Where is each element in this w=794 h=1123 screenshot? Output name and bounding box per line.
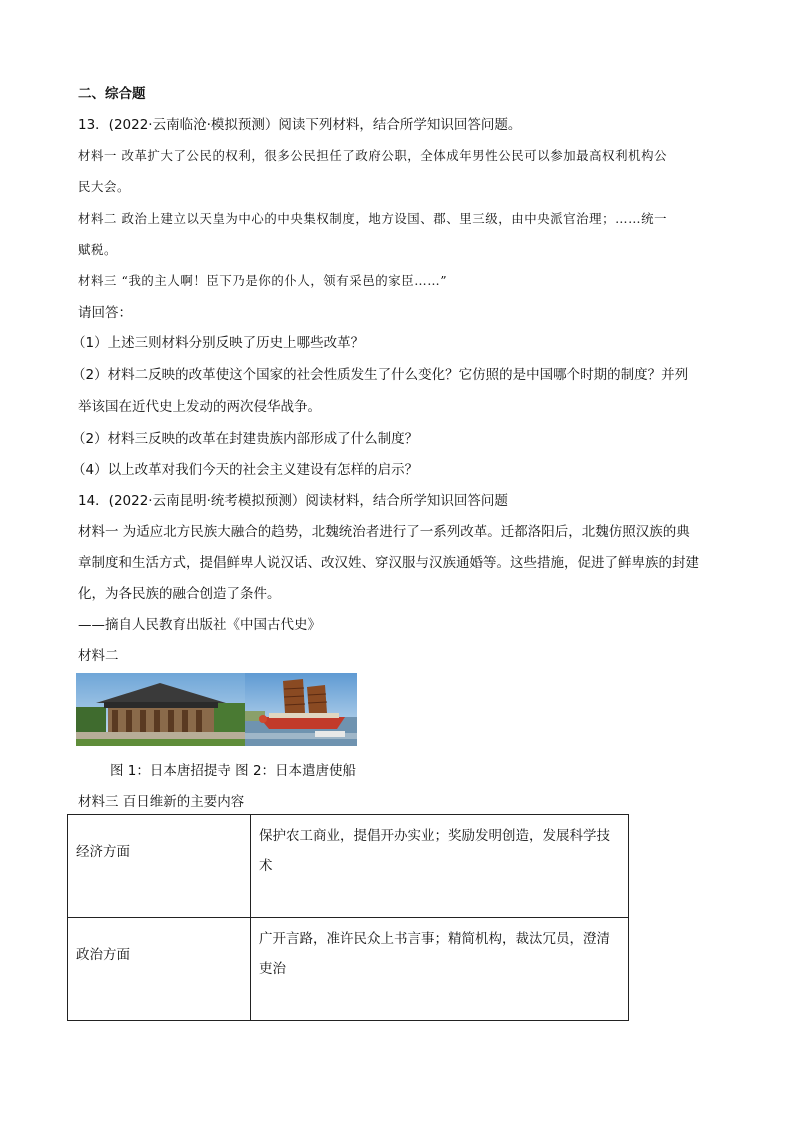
section-title: 二、综合题 [78,86,146,102]
table-row [68,918,629,1021]
table-row [68,815,629,918]
q13-sub2-line1: （2）材料二反映的改革使这个国家的社会性质发生了什么变化？它仿照的是中国哪个时期的制度？并列 [72,367,689,383]
q13-sub4: （4）以上改革对我们今天的社会主义建设有怎样的启示？ [72,462,419,478]
q13-sub2-line2: 举该国在近代史上发动的两次侵华战争。 [78,399,321,415]
q13-material3: 材料三 “我的主人啊！臣下乃是你的仆人，领有采邑的家臣……” [78,273,448,288]
q14-material3-label: 材料三 百日维新的主要内容 [78,794,245,810]
table-cell-label [68,815,251,918]
table-cell-content [251,918,629,1021]
q13-material1-line1: 材料一 改革扩大了公民的权利，很多公民担任了政府公职，全体成年男性公民可以参加最高权利机构公 [78,148,668,163]
q14-source: ——摘自人民教育出版社《中国古代史》 [78,617,321,633]
temple-photo [76,673,245,746]
q14-stem: 14．(2022·云南昆明·统考模拟预测）阅读材料，结合所学知识回答问题 [78,493,508,509]
ship-photo [245,673,357,746]
row1-line1: 保护农工商业，提倡开办实业；奖励发明创造，发展科学技 [259,828,610,844]
row2-line1: 广开言路，准许民众上书言事；精简机构，裁汰冗员，澄清 [259,931,610,947]
photo-caption: 图 1：日本唐招提寺 图 2：日本遣唐使船 [110,763,357,779]
row2-label: 政治方面 [76,947,130,963]
q14-material1-line1: 材料一 为适应北方民族大融合的趋势，北魏统治者进行了一系列改革。迁都洛阳后，北魏仿照汉族的典 [78,524,690,540]
table-cell-label [68,918,251,1021]
q13-sub3: （2）材料三反映的改革在封建贵族内部形成了什么制度？ [72,431,419,447]
q13-material1-line2: 民大会。 [78,179,130,194]
row1-line2: 术 [259,858,273,874]
q13-material2-line1: 材料二 政治上建立以天皇为中心的中央集权制度，地方设国、郡、里三级，由中央派官治理；……统一 [78,211,668,226]
q13-sub1: （1）上述三则材料分别反映了历史上哪些改革？ [72,335,365,351]
table-cell-content [251,815,629,918]
q14-material1-line3: 化，为各民族的融合创造了条件。 [78,586,281,602]
q14-material1-line2: 章制度和生活方式，提倡鲜卑人说汉话、改汉姓、穿汉服与汉族通婚等。这些措施，促进了鲜卑族的封建 [78,555,699,571]
q13-stem: 13．(2022·云南临沧·模拟预测）阅读下列材料，结合所学知识回答问题。 [78,117,522,133]
q13-prompt: 请回答： [78,305,132,321]
q13-material2-line2: 赋税。 [78,242,117,257]
row2-line2: 吏治 [259,961,286,977]
q14-material2-label: 材料二 [78,648,119,664]
row1-label: 经济方面 [76,844,130,860]
reform-table [67,814,629,1021]
